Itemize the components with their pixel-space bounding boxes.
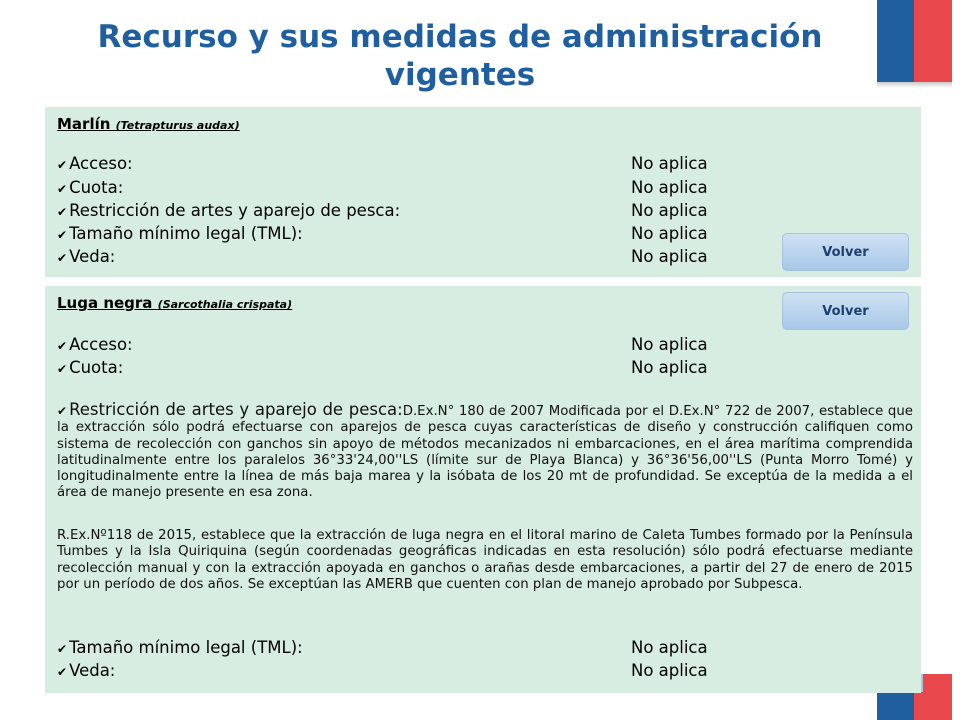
resource-scientific-name: (Tetrapturus audax) xyxy=(115,119,240,132)
measure-value: No aplica xyxy=(631,661,708,680)
measure-value: No aplica xyxy=(631,224,708,243)
measure-label: Acceso: xyxy=(69,335,133,354)
measure-label: Cuota: xyxy=(69,358,124,377)
check-icon: ✔ xyxy=(57,642,68,656)
check-icon: ✔ xyxy=(57,205,68,219)
measure-row-veda xyxy=(57,246,115,269)
measure-value: No aplica xyxy=(631,638,708,657)
measure-value: No aplica xyxy=(631,358,708,377)
measure-value: No aplica xyxy=(631,201,708,220)
measure-row-cuota xyxy=(57,177,123,200)
measure-label: Acceso: xyxy=(69,154,133,173)
flag-red-stripe xyxy=(914,0,952,82)
measure-label: Veda: xyxy=(69,247,116,266)
check-icon: ✔ xyxy=(57,228,68,242)
check-icon: ✔ xyxy=(57,182,68,196)
measure-row-cuota xyxy=(57,357,123,380)
resource-heading xyxy=(57,115,240,133)
measure-row-tml xyxy=(57,637,303,660)
volver-button[interactable]: Volver xyxy=(782,292,909,330)
page-title: Recurso y sus medidas de administración vigentes xyxy=(97,19,823,93)
measure-row-acceso xyxy=(57,334,133,357)
resource-panel-marlin xyxy=(45,107,921,277)
check-icon: ✔ xyxy=(57,158,68,172)
check-icon: ✔ xyxy=(57,404,68,418)
measure-row-restriccion xyxy=(57,200,400,223)
check-icon: ✔ xyxy=(57,665,68,679)
measure-value: No aplica xyxy=(631,335,708,354)
resource-scientific-name: (Sarcothalia crispata) xyxy=(157,298,293,311)
check-icon: ✔ xyxy=(57,339,68,353)
measure-value: No aplica xyxy=(631,154,708,173)
measure-value: No aplica xyxy=(631,247,708,266)
flag-blue-stripe xyxy=(877,0,914,82)
measure-row-tml xyxy=(57,223,303,246)
check-icon: ✔ xyxy=(57,362,68,376)
resource-heading xyxy=(57,294,292,312)
measure-label: Cuota: xyxy=(69,178,124,197)
measure-row-veda xyxy=(57,660,115,683)
restriccion-label: Restricción de artes y aparejo de pesca: xyxy=(69,400,403,419)
measure-value: No aplica xyxy=(631,178,708,197)
measure-label: Veda: xyxy=(69,661,116,680)
measure-label: Tamaño mínimo legal (TML): xyxy=(69,638,303,657)
volver-button[interactable]: Volver xyxy=(782,233,909,271)
restriccion-paragraph xyxy=(57,402,913,502)
measure-row-acceso xyxy=(57,153,133,176)
resource-panel-luga-negra xyxy=(45,286,921,693)
resource-name: Marlín xyxy=(57,115,111,133)
resource-name: Luga negra xyxy=(57,294,153,312)
restriccion-text: D.Ex.N° 180 de 2007 Modificada por el D.Ex.N° 722 de 2007, establece que la extracción sólo podrá efectuarse con aparejos de pesca cuyas características de diseño y construcción califiquen como sistema de recolección con ganchos sin apoyo de métodos mecanizados ni embarcaciones, en el área marítima comprendida latitudinalmente entre los paralelos 36°33'24,00''LS (límite sur de Playa Blanca) y 36°36'56,00''LS (Punta Morro Tomé) y longitudinalmente entre la línea de más baja marea y la isóbata de los 20 mt de profundidad. Se exceptúa de la medida a el área de manejo presente en esa zona. xyxy=(57,404,913,501)
rex-paragraph: R.Ex.Nº118 de 2015, establece que la extracción de luga negra en el litoral marino de Caleta Tumbes formado por la Península Tumbes y la Isla Quiriquina (según coordenadas geográficas indicadas en esta resolución) sólo podrá efectuarse mediante recolección manual y con la extracción apoyada en ganchos o arañas desde embarcaciones, a partir del 27 de enero de 2015 por un período de dos años. Se exceptúan las AMERB que cuenten con plan de manejo aprobado por Subpesca. xyxy=(57,528,913,592)
flag-decoration-top xyxy=(877,0,952,82)
flag-shadow xyxy=(877,82,952,88)
check-icon: ✔ xyxy=(57,251,68,265)
measure-label: Restricción de artes y aparejo de pesca: xyxy=(69,201,401,220)
measure-label: Tamaño mínimo legal (TML): xyxy=(69,224,303,243)
